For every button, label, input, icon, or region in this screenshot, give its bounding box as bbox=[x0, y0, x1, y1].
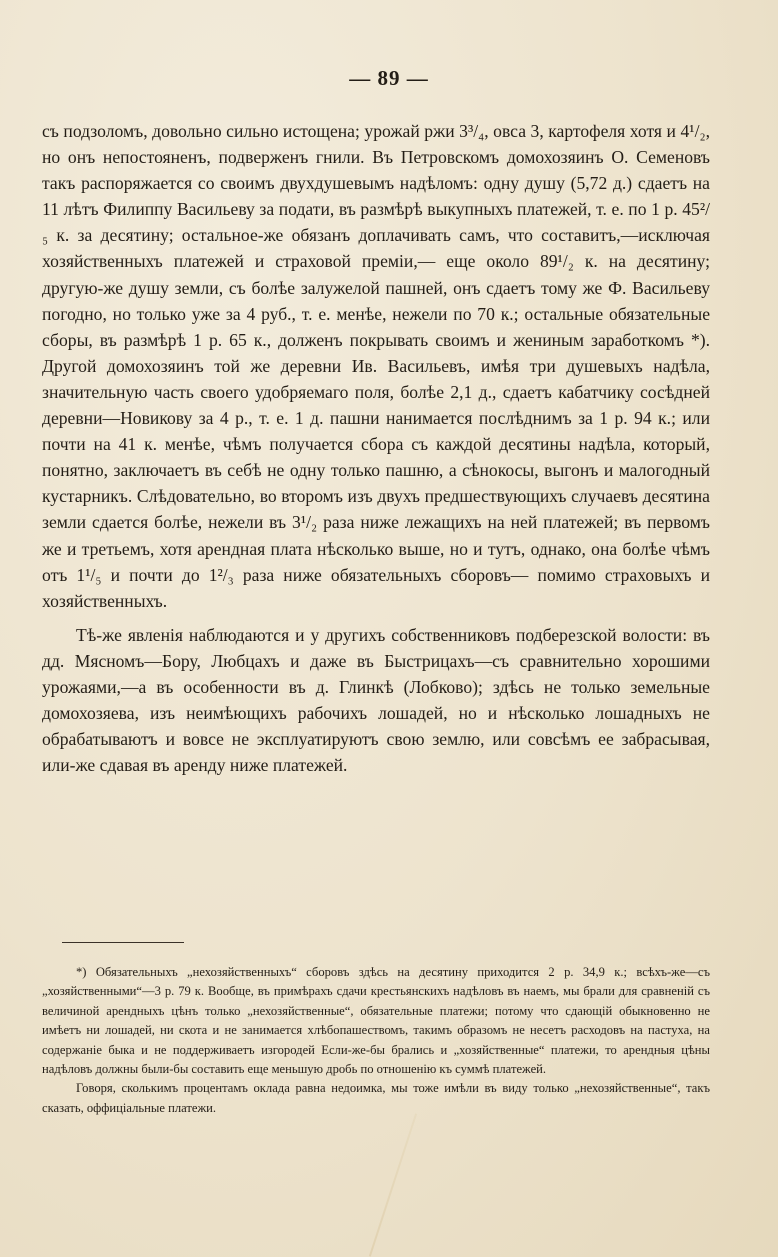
page-number: — 89 — bbox=[349, 66, 429, 90]
paper-crease bbox=[369, 1113, 417, 1256]
paragraph-1: съ подзоломъ, довольно сильно истощена; урожай ржи 3³/₄, овса 3, картофеля хотя и 4¹/₂, но онъ непостояненъ, подверженъ гнили. Въ Петровскомъ домохозяинъ О. Семеновъ такъ распоряжается со своимъ двухдушевымъ надѣломъ: одну душу (5,72 д.) сдаетъ на 11 лѣтъ Филиппу Васильеву за подати, въ размѣрѣ выкупныхъ платежей, т. е. по 1 р. 45²/₅ к. за десятину; остальное-же обязанъ доплачивать самъ, что составитъ,—исключая хозяйственныхъ платежей и страховой преміи,— еще около 89¹/₂ к. на десятину; другую-же душу земли, съ болѣе залужелой пашней, онъ сдаетъ тому же Ф. Васильеву погодно, но только уже за 4 руб., т. е. менѣе, нежели по 70 к.; остальные обязательные сборы, въ размѣрѣ 1 р. 65 к., долженъ покрывать своимъ и жениным заработкомъ *). Другой домохозяинъ той же деревни Ив. Васильевъ, имѣя три душевыхъ надѣла, значительную часть своего удобряемаго поля, болѣе 2,1 д., сдаетъ кабатчику сосѣдней деревни—Новикову за 4 р., т. е. 1 д. пашни нанимается послѣднимъ за 1 р. 94 к.; или почти на 41 к. менѣе, чѣмъ получается сбора съ каждой десятины надѣла, который, понятно, заключаетъ въ себѣ не одну только пашню, а сѣнокосы, выгонъ и малогодный кустарникъ. Слѣдовательно, во второмъ изъ двухъ предшествующихъ случаевъ десятина земли сдается болѣе, нежели въ 3¹/₂ раза ниже лежащихъ на ней платежей; въ первомъ же и третьемъ, хотя арендная плата нѣсколько выше, но и тутъ, однако, она болѣе чѣмъ отъ 1¹/₅ и почти до 1²/₃ раза ниже обязательныхъ сборовъ— помимо страховыхъ и хозяйственныхъ. bbox=[42, 121, 710, 611]
main-text bbox=[42, 118, 710, 778]
footnotes bbox=[42, 963, 710, 1118]
footnote-2: Говоря, сколькимъ процентамъ оклада равна недоимка, мы тоже имѣли въ виду только „нехозяйственные“, такъ сказать, оффиціальные платежи. bbox=[42, 1081, 710, 1115]
paragraph-2: Тѣ-же явленія наблюдаются и у другихъ собственниковъ подберезской волости: въ дд. Мясномъ—Бору, Любцахъ и даже въ Быстрицахъ—съ сравнительно хорошими урожаями,—а въ особенности въ д. Глинкѣ (Лобково); здѣсь не только земельные домохозяева, изъ неимѣющихъ рабочихъ лошадей, но и нѣсколько лошадныхъ не обрабатываютъ и вовсе не эксплуатируютъ свою землю, или совсѣмъ ее забрасывая, или-же сдавая въ аренду ниже платежей. bbox=[42, 624, 710, 776]
footnote-1: *) Обязательныхъ „нехозяйственныхъ“ сборовъ здѣсь на десятину приходится 2 р. 34,9 к.; всѣхъ-же—съ „хозяйственными“—3 р. 79 к. Вообще, въ примѣрахъ сдачи крестьянскихъ надѣловъ въ наемъ, мы брали для сравненій съ величиной арендныхъ цѣнъ только „нехозяйственные“, обязательные платежи; потому что сдающій обыкновенно не имѣетъ ни лошадей, ни скота и не занимается хлѣбопашествомъ, такимъ образомъ не несетъ расходовъ на пастуха, на содержаніе быка и не поддерживаетъ изгородей Если-же-бы брались и „хозяйственные“ платежи, то арендныя цѣны надѣловъ должны были-бы составить еще меньшую дробь по отношенію къ суммѣ платежей. bbox=[42, 965, 710, 1077]
footnote-divider bbox=[62, 942, 184, 943]
